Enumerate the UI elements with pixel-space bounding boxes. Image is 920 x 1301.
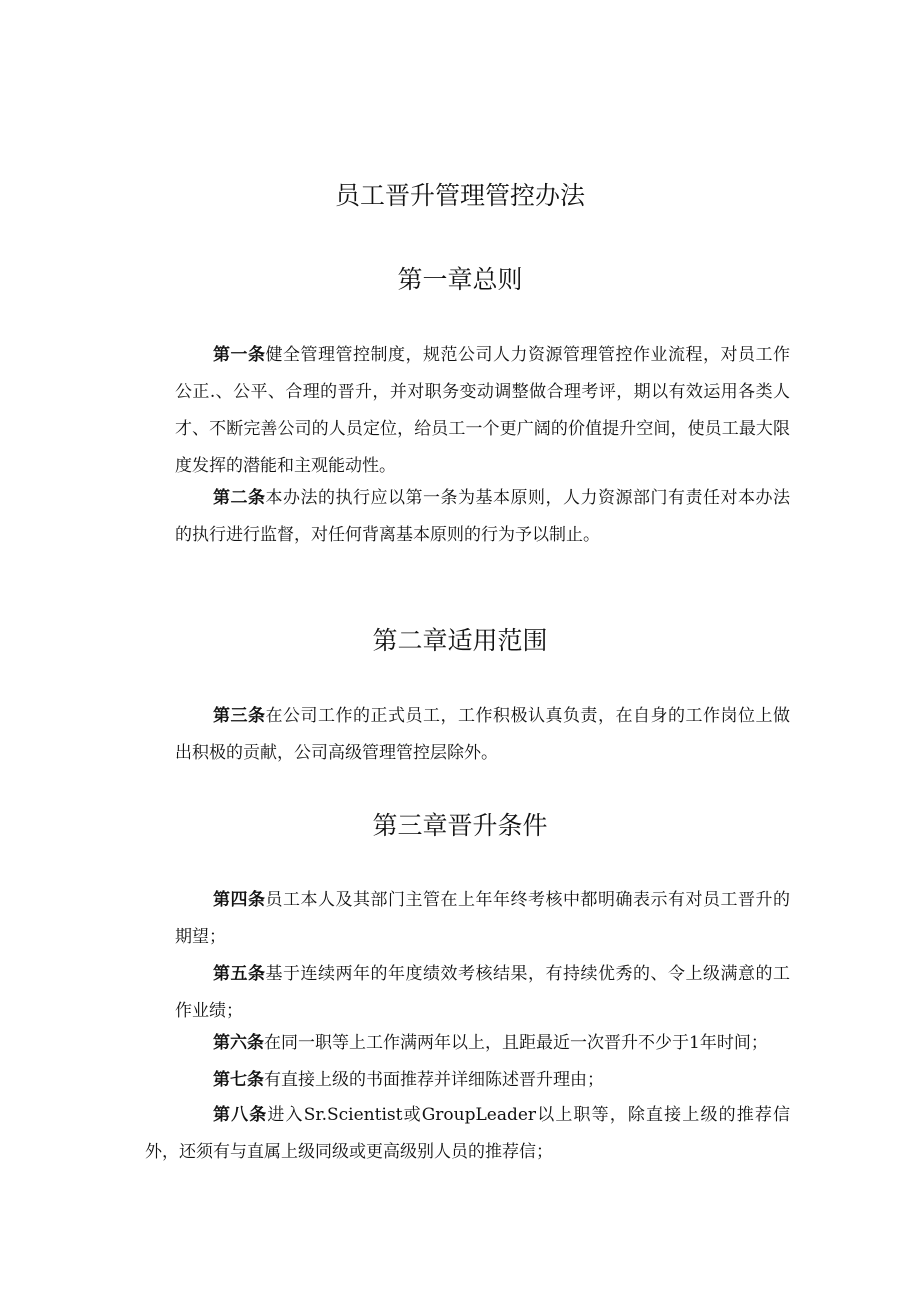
article-1-label: 第一条	[213, 345, 266, 365]
article-3-label: 第三条	[213, 706, 266, 726]
chapter-3-heading: 第三章晋升条件	[372, 811, 548, 840]
article-8-text: 进入Sr.Scientist或GroupLeader以上职等，除直接上级的推荐信外，还须有与直属上级同级或更高级别人员的推荐信；	[145, 1105, 790, 1162]
article-3-text: 在公司工作的正式员工，工作积极认真负责，在自身的工作岗位上做出积极的贡献，公司高级管理管控层除外。	[175, 706, 790, 763]
document-title: 员工晋升管理管控办法	[334, 181, 585, 210]
article-5-label: 第五条	[213, 964, 266, 984]
article-5	[175, 956, 790, 1030]
article-4-label: 第四条	[213, 890, 266, 910]
article-3	[175, 698, 790, 772]
article-6-label: 第六条	[213, 1033, 264, 1053]
article-7	[175, 1062, 790, 1099]
article-8	[145, 1097, 790, 1171]
chapter-1-heading: 第一章总则	[397, 265, 523, 294]
article-1	[175, 337, 790, 485]
article-5-text: 基于连续两年的年度绩效考核结果，有持续优秀的、令上级满意的工作业绩；	[175, 964, 790, 1021]
article-2-text: 本办法的执行应以第一条为基本原则，人力资源部门有责任对本办法的执行进行监督，对任何背离基本原则的行为予以制止。	[175, 488, 790, 545]
article-8-label: 第八条	[213, 1105, 268, 1125]
article-7-text: 有直接上级的书面推荐并详细陈述晋升理由；	[264, 1070, 604, 1090]
article-6-text: 在同一职等上工作满两年以上，且距最近一次晋升不少于1年时间；	[264, 1033, 768, 1053]
article-4	[175, 882, 790, 956]
chapter-2-heading: 第二章适用范围	[372, 626, 548, 655]
article-1-text: 健全管理管控制度，规范公司人力资源管理管控作业流程，对员工作公正.、公平、合理的晋升，并对职务变动调整做合理考评，期以有效运用各类人才、不断完善公司的人员定位，给员工一个更广阔的价值提升空间，使员工最大限度发挥的潜能和主观能动性。	[175, 345, 790, 476]
article-2	[175, 480, 790, 554]
article-4-text: 员工本人及其部门主管在上年年终考核中都明确表示有对员工晋升的期望；	[175, 890, 790, 947]
article-2-label: 第二条	[213, 488, 266, 508]
article-7-label: 第七条	[213, 1070, 264, 1090]
article-6	[175, 1025, 790, 1062]
